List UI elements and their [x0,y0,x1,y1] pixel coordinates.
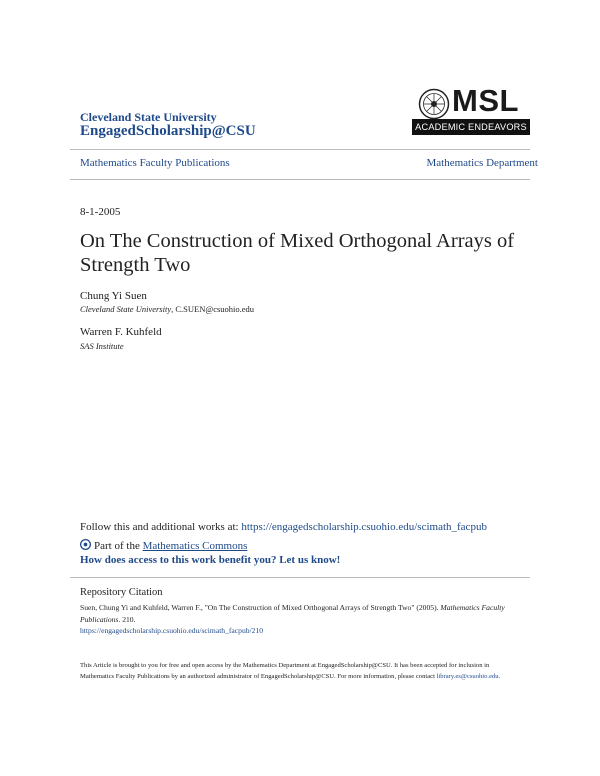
follow-line [80,521,487,533]
header [80,84,540,140]
access-feedback-link[interactable]: How does access to this work benefit you? Let us know! [80,554,341,566]
open-access-icon [80,539,91,550]
citation-heading: Repository Citation [80,587,163,598]
author-name: Chung Yi Suen [80,290,147,302]
publication-date: 8-1-2005 [80,206,121,218]
contact-email-link[interactable]: library.es@csuohio.edu [436,673,499,680]
mathematics-commons-link[interactable]: Mathematics Commons [142,540,248,552]
divider [70,149,530,150]
notice-text: This Article is brought to you for free and open access by the Mathematics Department at EngagedScholarship@CSU. It has been accepted for inclusion in Mathematics Faculty Publications by an authorized administrator of EngagedScholarship@CSU. For more information, please contact [80,662,490,680]
part-of-label: Part of the [94,540,143,552]
msl-logo-subtext: ACADEMIC ENDEAVORS [412,119,530,135]
author-email: , C.SUEN@csuohio.edu [171,304,255,314]
follow-url-link[interactable]: https://engagedscholarship.csuohio.edu/scimath_facpub [241,521,487,533]
department-link[interactable]: Mathematics Department [426,157,538,169]
author-affiliation [80,304,254,314]
citation-text [80,602,520,625]
msl-logo[interactable] [412,84,530,138]
divider [70,577,530,578]
follow-label: Follow this and additional works at: [80,521,242,533]
affiliation-name: Cleveland State University [80,304,172,314]
article-title: On The Construction of Mixed Orthogonal Arrays of Strength Two [80,230,515,276]
collection-link[interactable]: Mathematics Faculty Publications [80,157,230,169]
citation-suffix: . 210. [118,614,136,624]
university-name[interactable]: Cleveland State University [80,110,217,124]
part-of-line [80,539,247,552]
author-affiliation: SAS Institute [80,341,124,351]
msl-logo-text: MSL [452,83,519,118]
access-notice [80,660,520,682]
citation-url-link[interactable]: https://engagedscholarship.csuohio.edu/scimath_facpub/210 [80,626,264,635]
author-name: Warren F. Kuhfeld [80,326,162,338]
notice-end: . [498,673,501,680]
divider [70,179,530,180]
seal-icon [418,88,450,120]
citation-journal: Mathematics Faculty Publications [80,603,505,624]
citation-body: Suen, Chung Yi and Kuhfeld, Warren F., "On The Construction of Mixed Orthogonal Arrays of Strength Two" (2005). [80,603,441,612]
repository-name[interactable]: EngagedScholarship@CSU [80,123,256,139]
